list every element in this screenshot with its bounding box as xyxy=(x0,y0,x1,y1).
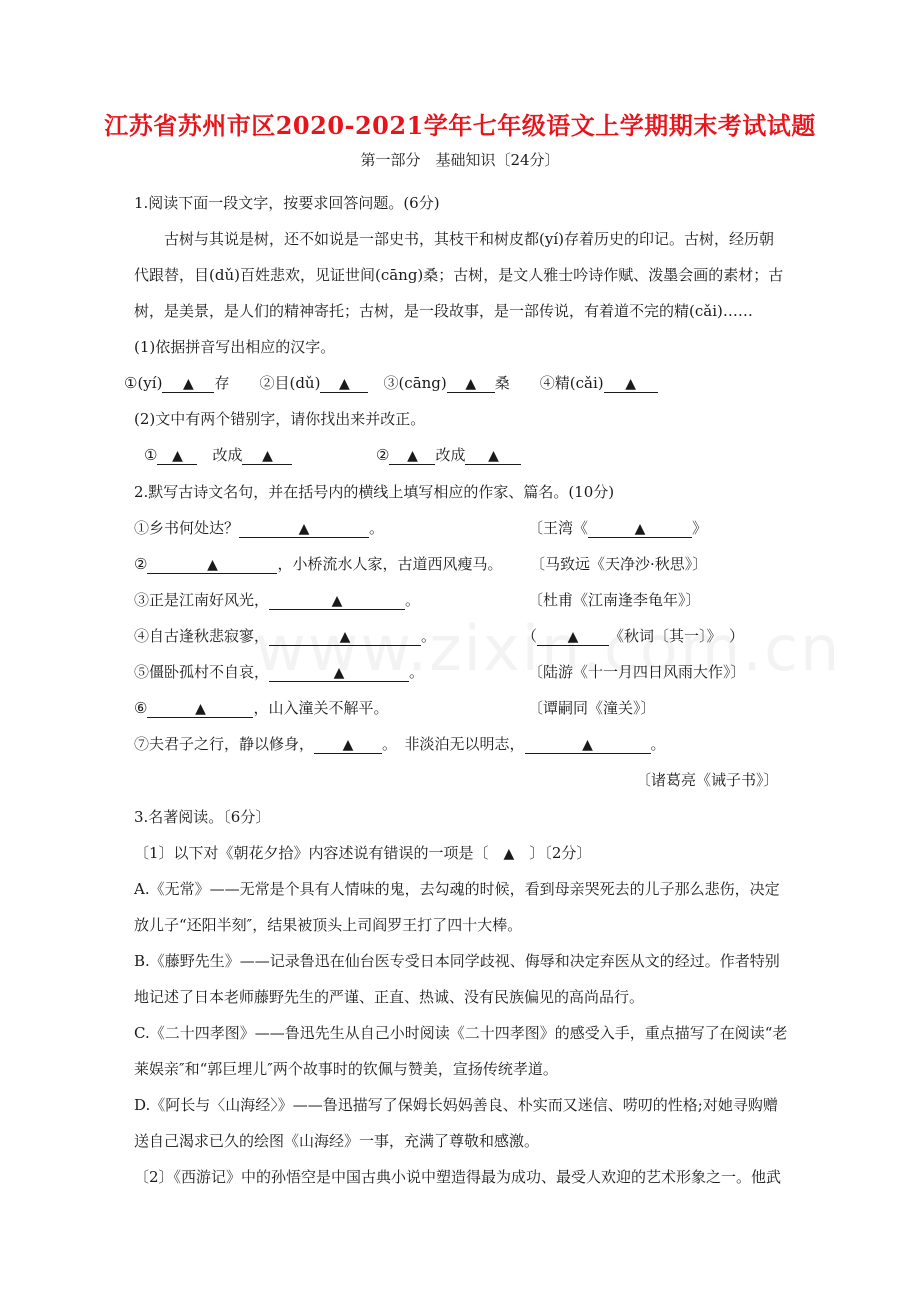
q1-sub2-item-b: ② xyxy=(376,446,390,464)
q2-row-5-text: ⑤僵卧孤村不自哀， xyxy=(134,663,270,681)
q3-option-d-line-2: 送自己渴求已久的绘图《山海经》一事，充满了尊敬和感激。 xyxy=(134,1132,540,1150)
triangle-icon: ▲ xyxy=(172,448,183,464)
q3-option-c-line-2: 莱娱亲″和“郭巨埋儿″两个故事时的钦佩与赞美，宣扬传统孝道。 xyxy=(134,1060,558,1078)
q3-option-b-line-1: B.《藤野先生》——记录鲁迅在仙台医专受日本同学歧视、侮辱和决定弃医从文的经过。作者特别 xyxy=(134,952,780,970)
q2-row-2 xyxy=(134,554,502,574)
q1-sub1-answers xyxy=(124,373,658,393)
exam-title: 江苏省苏州市区2020-2021学年七年级语文上学期期末考试试题 xyxy=(104,111,816,140)
q3-option-b-line-2: 地记述了日本老师藤野先生的严谨、正直、热诚、没有民族偏见的高尚品行。 xyxy=(134,988,645,1006)
q2-row-1-source-pre: 〔王湾《 xyxy=(528,519,589,537)
answer-blank[interactable] xyxy=(447,374,495,393)
q1-sub1-item-a-after: 存 xyxy=(214,374,230,392)
q2-row-2-source: 〔马致远《天净沙·秋思》〕 xyxy=(530,555,708,573)
q2-row-7-source: 〔诸葛亮《诫子书》〕 xyxy=(636,771,779,789)
q2-row-4-end: 。 xyxy=(421,627,437,645)
answer-blank[interactable] xyxy=(242,446,292,465)
q1-sub2-item-a: ① xyxy=(144,446,158,464)
answer-blank[interactable] xyxy=(239,519,369,538)
q2-row-7-mid: 。 非淡泊无以明志， xyxy=(382,735,525,753)
q2-row-3-source: 〔杜甫《江南逢李龟年》〕 xyxy=(528,591,701,609)
q3-sub1-score: 〕〔2分〕 xyxy=(514,844,592,862)
q1-sub1-item-d: ④精(cǎi) xyxy=(539,374,604,392)
q2-row-2-text: ② xyxy=(134,555,148,573)
q1-sub1-prompt: (1)依据拼音写出相应的汉字。 xyxy=(134,338,336,356)
q1-passage-line-2: 代跟替，目(dǔ)百姓悲欢，见证世间(cāng)桑；古树，是文人雅士吟诗作赋、泼墨会画的素材；古 xyxy=(134,266,784,284)
q3-option-d-line-1: D.《阿长与〈山海经〉》——鲁迅描写了保姆长妈妈善良、朴实而又迷信、唠叨的性格;对她寻购赠 xyxy=(134,1096,778,1114)
triangle-icon: ▲ xyxy=(582,737,593,753)
triangle-icon: ▲ xyxy=(195,701,206,717)
q2-row-3-text: ③正是江南好风光， xyxy=(134,591,270,609)
triangle-icon: ▲ xyxy=(634,521,646,537)
triangle-icon: ▲ xyxy=(339,629,351,645)
triangle-icon: ▲ xyxy=(567,629,579,645)
triangle-icon: ▲ xyxy=(331,593,343,609)
q3-heading: 3.名著阅读。〔6分〕 xyxy=(134,808,271,826)
q2-row-5-source: 〔陆游《十一月四日风雨大作》〕 xyxy=(528,663,746,681)
q1-sub1-item-a: ①(yí) xyxy=(124,374,163,392)
q2-row-1-text: ①乡书何处达？ xyxy=(134,519,240,537)
q3-sub1 xyxy=(134,843,591,864)
q1-sub2-change-label: 改成 xyxy=(212,446,243,464)
triangle-icon: ▲ xyxy=(488,448,499,464)
triangle-icon: ▲ xyxy=(465,376,477,392)
q2-heading: 2.默写古诗文名句，并在括号内的横线上填写相应的作家、篇名。(10分) xyxy=(134,483,615,501)
triangle-icon[interactable]: ▲ xyxy=(503,846,515,862)
q1-sub1-item-c-after: 桑 xyxy=(494,374,510,392)
answer-blank[interactable] xyxy=(162,374,214,393)
triangle-icon: ▲ xyxy=(407,448,418,464)
q2-row-4-source-pre: （ xyxy=(522,627,538,645)
q2-row-1-end: 。 xyxy=(369,519,385,537)
triangle-icon: ▲ xyxy=(183,376,194,392)
q3-option-a-line-1: A.《无常》——无常是个具有人情味的鬼，去勾魂的时候，看到母亲哭死去的儿子那么悲伤，决定 xyxy=(134,880,780,898)
triangle-icon: ▲ xyxy=(339,376,350,392)
q2-row-4-text: ④自古逢秋悲寂寥， xyxy=(134,627,270,645)
watermark xyxy=(255,612,675,685)
q2-row-3 xyxy=(134,590,420,610)
q3-option-a-line-2: 放儿子“还阳半刻″，结果被顶头上司阎罗王打了四十大棒。 xyxy=(134,916,523,934)
q3-option-c-line-1: C.《二十四孝图》——鲁迅先生从自己小时阅读《二十四孝图》的感受入手，重点描写了在阅读“老 xyxy=(134,1024,788,1042)
answer-blank[interactable] xyxy=(314,735,382,754)
answer-blank[interactable] xyxy=(604,374,658,393)
triangle-icon: ▲ xyxy=(625,376,637,392)
q3-sub1-prompt: 〔1〕以下对《朝花夕拾》内容述说有错误的一项是〔 xyxy=(134,844,504,862)
triangle-icon: ▲ xyxy=(262,448,273,464)
q2-row-7-end: 。 xyxy=(650,735,666,753)
q2-row-7 xyxy=(134,734,666,754)
q2-row-1 xyxy=(134,518,384,538)
q2-row-6-text: ⑥ xyxy=(134,699,148,717)
q2-row-6-end: ，山入潼关不解平。 xyxy=(253,699,389,717)
q1-sub2-answers xyxy=(144,445,292,465)
answer-blank[interactable] xyxy=(147,555,277,574)
q2-row-4-source-post: 《秋词〔其一〕》 ） xyxy=(609,627,745,645)
answer-blank[interactable] xyxy=(147,699,253,718)
triangle-icon: ▲ xyxy=(207,557,218,573)
q1-sub2-prompt: (2)文中有两个错别字，请你找出来并改正。 xyxy=(134,410,426,428)
q1-sub2-change-label: 改成 xyxy=(435,446,466,464)
triangle-icon: ▲ xyxy=(333,665,345,681)
q1-sub1-item-c: ③(cāng) xyxy=(383,374,447,392)
answer-blank[interactable] xyxy=(389,446,435,465)
triangle-icon: ▲ xyxy=(298,521,310,537)
q2-row-6-source: 〔谭嗣同《潼关》〕 xyxy=(528,699,656,717)
q1-passage-line-1: 古树与其说是树，还不如说是一部史书，其枝干和树皮都(yí)存着历史的印记。古树，经历朝 xyxy=(164,230,774,248)
answer-blank[interactable] xyxy=(320,374,368,393)
q1-heading: 1.阅读下面一段文字，按要求回答问题。(6分) xyxy=(134,194,440,212)
answer-blank[interactable] xyxy=(269,591,405,610)
q1-sub1-item-b: ②目(dǔ) xyxy=(259,374,321,392)
q2-row-1-source-post: 》 xyxy=(692,519,708,537)
section-heading: 第一部分 基础知识〔24分〕 xyxy=(360,151,560,169)
answer-blank[interactable] xyxy=(157,446,197,465)
q2-row-1-source xyxy=(528,518,707,538)
q3-sub2: 〔2〕《西游记》中的孙悟空是中国古典小说中塑造得最为成功、最受人欢迎的艺术形象之一。他武 xyxy=(134,1168,782,1186)
answer-blank[interactable] xyxy=(525,735,651,754)
q2-row-6 xyxy=(134,698,388,718)
q2-row-3-end: 。 xyxy=(405,591,421,609)
q2-row-2-end: ，小桥流水人家，古道西风瘦马。 xyxy=(277,555,503,573)
q2-row-7-text: ⑦夫君子之行，静以修身， xyxy=(134,735,315,753)
answer-blank[interactable] xyxy=(465,446,521,465)
q1-sub2-answers-2 xyxy=(376,445,521,465)
q2-row-5-end: 。 xyxy=(409,663,425,681)
q1-passage-line-3: 树，是美景，是人们的精神寄托；古树，是一段故事，是一部传说，有着道不完的精(cǎi)…… xyxy=(134,302,753,320)
answer-blank[interactable] xyxy=(588,519,692,538)
triangle-icon: ▲ xyxy=(342,737,354,753)
